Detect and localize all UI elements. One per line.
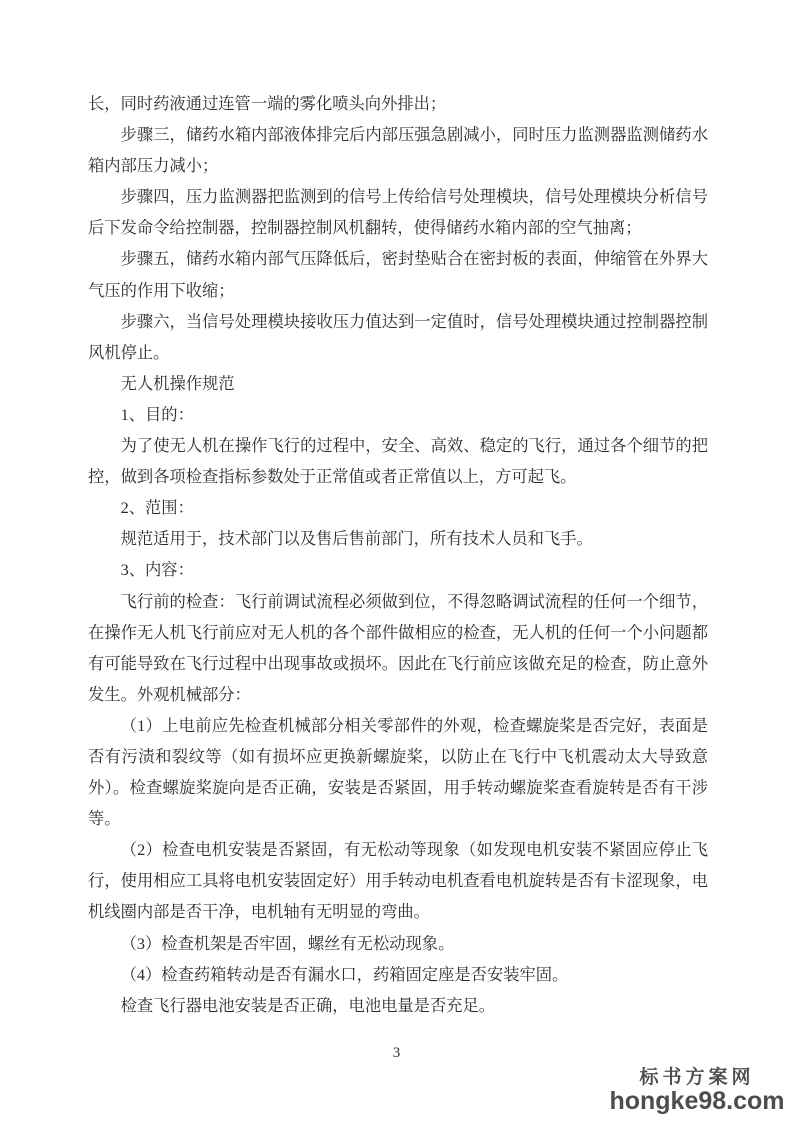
paragraph: （2）检查电机安装是否紧固，有无松动等现象（如发现电机安装不紧固应停止飞行，使用相应工具将电机安装固定好）用手转动电机查看电机旋转是否有卡涩现象，电机线圈内部是否干净，电机轴有无明显的弯曲。 — [88, 840, 708, 922]
watermark-site-url: hongke98.com — [609, 1087, 785, 1115]
paragraph: 步骤五，储药水箱内部气压降低后，密封垫贴合在密封板的表面，伸缩管在外界大气压的作用下收缩； — [88, 249, 708, 300]
paragraph: 步骤三，储药水箱内部液体排完后内部压强急剧减小，同时压力监测器监测储药水箱内部压力减小； — [88, 125, 708, 176]
paragraph: 长，同时药液通过连管一端的雾化喷头向外排出； — [88, 94, 447, 113]
paragraph: 步骤六，当信号处理模块接收压力值达到一定值时，信号处理模块通过控制器控制风机停止。 — [88, 311, 708, 362]
watermark-site-name: 标书方案网 — [639, 1067, 755, 1088]
paragraph: 检查飞行器电池安装是否正确，电池电量是否充足。 — [120, 995, 496, 1015]
paragraph: 规范适用于，技术部门以及售后售前部门，所有技术人员和飞手。 — [120, 529, 593, 549]
paragraph: （3）检查机架是否牢固，螺丝有无松动现象。 — [120, 933, 455, 953]
paragraph: （1）上电前应先检查机械部分相关零部件的外观，检查螺旋桨是否完好，表面是否有污渍和裂纹等（如有损坏应更换新螺旋桨，以防止在飞行中飞机震动太大导致意外）。检查螺旋桨旋向是否正确，安装是否紧固，用手转动螺旋桨查看旋转是否有干涉等。 — [88, 715, 708, 829]
paragraph: 1、目的： — [120, 404, 194, 424]
paragraph: 无人机操作规范 — [120, 373, 235, 393]
paragraph: （4）检查药箱转动是否有漏水口，药箱固定座是否安装牢固。 — [120, 964, 569, 984]
paragraph: 步骤四，压力监测器把监测到的信号上传给信号处理模块，信号处理模块分析信号后下发命令给控制器，控制器控制风机翻转，使得储药水箱内部的空气抽离； — [88, 187, 708, 238]
watermark — [607, 1068, 787, 1114]
paragraph: 2、范围： — [120, 498, 194, 518]
paragraph: 飞行前的检查：飞行前调试流程必须做到位，不得忽略调试流程的任何一个细节，在操作无人机飞行前应对无人机的各个部件做相应的检查，无人机的任何一个小问题都有可能导致在飞行过程中出现事故或损坏。因此在飞行前应该做充足的检查，防止意外发生。外观机械部分： — [88, 591, 708, 704]
page-number: 3 — [392, 1045, 401, 1061]
paragraph: 3、内容： — [120, 560, 194, 580]
paragraph: 为了使无人机在操作飞行的过程中，安全、高效、稳定的飞行，通过各个细节的把控，做到各项检查指标参数处于正常值或者正常值以上，方可起飞。 — [88, 436, 708, 487]
document-body — [88, 88, 708, 1021]
